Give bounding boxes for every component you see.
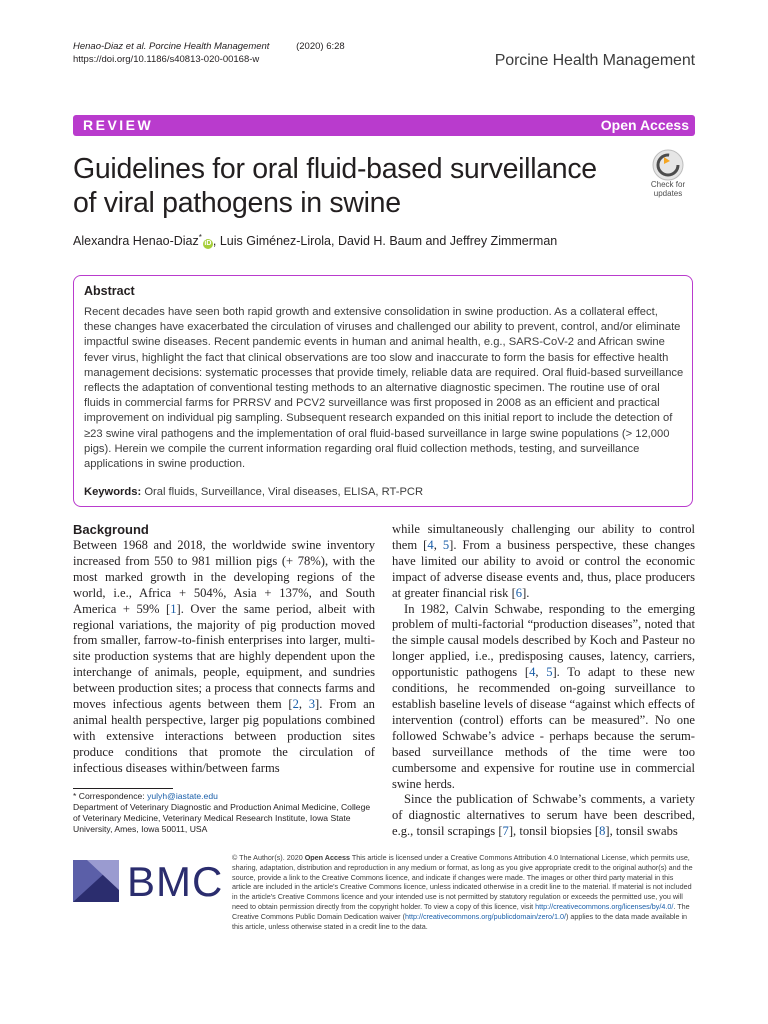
running-header [73, 40, 345, 53]
article-title [73, 152, 633, 220]
check-for-updates-label: Check for updates [650, 180, 686, 198]
title-line-1: Guidelines for oral fluid-based surveillance [73, 153, 597, 185]
keywords [84, 486, 423, 498]
check-for-updates-icon [640, 148, 696, 182]
ref-link[interactable]: 8 [599, 824, 606, 839]
corresponding-mark: * [198, 233, 202, 242]
citation-authors: Henao-Diaz et al. [73, 41, 147, 52]
section-heading-background: Background [73, 522, 149, 537]
author-list [73, 233, 557, 249]
journal-name: Porcine Health Management [494, 52, 695, 69]
ref-link[interactable]: 5 [442, 537, 450, 552]
orcid-icon[interactable]: iD [204, 240, 212, 248]
ref-link[interactable]: 5 [546, 665, 553, 680]
body-paragraph-2: In 1982, Calvin Schwabe, responding to the emerging problem of multi-factorial “production diseases”, noted that the simple causal models described by Koch and Pasteur no longer applied, i.e., predisposing causes, latency, carriers, opportunistic pathogens [4, 5]. To adapt to these new conditions, he recommended on-going surveillance to establish baseline levels of disease “against which effects of intervention (control) efforts can be measured”. No one followed Schwabe’s advice - perhaps because the serum-based surveillance methods of the time were too cumbersome and expensive for routine use in commercial swine herds. [392, 601, 695, 791]
public-domain-url-link[interactable]: http://creativecommons.org/publicdomain/zero/1.0/ [404, 911, 566, 921]
article-type-label: REVIEW [83, 117, 154, 133]
open-access-label[interactable]: Open Access [600, 117, 689, 133]
body-paragraph-3: Since the publication of Schwabe’s comments, a variety of diagnostic alternatives to serum have been described, e.g., tonsil scrapings [7], tonsil biopsies [8], tonsil swabs [392, 792, 695, 839]
author-1[interactable]: Alexandra Henao-Diaz [73, 234, 199, 249]
ref-link[interactable]: 3 [308, 697, 316, 712]
ref-link[interactable]: 7 [502, 824, 509, 839]
license-text: © The Author(s). 2020 Open Access This article is licensed under a Creative Commons Attribution 4.0 International License, which permits use, sharing, adaptation, distribution and reproduction in any medium or format, as long as you give appropriate credit to the original author(s) and the source, provide a link to the Creative Commons licence, and indicate if changes were made. The images or other third party material in this article are included in the article's Creative Commons licence, unless indicated otherwise in a credit line to the material. If material is not included in the article's Creative Commons licence and your intended use is not permitted by statutory regulation or exceeds the permitted use, you will need to obtain permission directly from the copyright holder. To view a copy of this licence, visit http://creativecommons.org/licenses/by/4.0/. The Creative Commons Public Domain Dedication waiver (http://creativecommons.org/publicdomain/zero/1.0/) applies to the data made available in this article, unless otherwise stated in a credit line to the data. [232, 853, 693, 931]
article-type-banner [73, 115, 695, 136]
abstract-box [73, 275, 693, 507]
keywords-list: Oral fluids, Surveillance, Viral diseases, ELISA, RT-PCR [144, 486, 424, 498]
body-paragraph-continued: while simultaneously challenging our ability to control them [4, 5]. From a business perspective, these changes have limited our ability to avoid or control the economic impact of adverse disease events and, thus, place producers at greater financial risk [6]. [392, 522, 695, 600]
footnote-rule [73, 788, 173, 789]
body-right-column [392, 522, 695, 840]
ref-link[interactable]: 6 [515, 585, 523, 600]
body-paragraph-1: Between 1968 and 2018, the worldwide swine inventory increased from 550 to 981 million pigs (+ 78%), with the most marked growth in the developing regions of the world, i.e., Africa + 504%, Asia + 137%, and South America + 59% [1]. Over the same period, albeit with regional variations, the majority of pig production moved from smaller, farrow-to-finish enterprises into larger, multi-site production systems that are highly dependent upon the interchange of animals, people, equipment, and sundries between production sites; a process that connects farms and moves infectious agents between them [2, 3]. From an animal health perspective, larger pig populations combined with extensive interactions between production sites produce conditions that promote the circulation of infectious diseases within/between farms [73, 538, 375, 775]
correspondence-label: * Correspondence: [73, 791, 145, 801]
ref-link[interactable]: 4 [529, 665, 536, 680]
affiliation: Department of Veterinary Diagnostic and Production Animal Medicine, College of Veterinary Medicine, Veterinary Medical Research Institute, Iowa State University, Ames, Iowa 50011, USA [73, 802, 371, 834]
abstract-text: Recent decades have seen both rapid growth and extensive consolidation in swine production. As a collateral effect, these changes have exacerbated the circulation of viruses and challenged our ability to prevent, control, and/or eliminate impactful swine diseases. Recent pandemic events in human and animal health, e.g., SARS-CoV-2 and African swine fever virus, highlight the fact that clinical observations are too slow and inaccurate to form the basis for effective health management decisions: systematic processes that provide timely, reliable data are required. Oral fluid-based surveillance reflects the adaptation of conventional testing methods to an alternative diagnostic specimen. The routine use of oral fluids in commercial farms for PRRSV and PCV2 surveillance was first proposed in 2008 as an efficient and practical improvement on individual pig sampling. Subsequent research expanded on this initial report to include the detection of ≥23 swine viral pathogens and the implementation of oral fluid-based surveillance in large swine populations (> 12,000 pigs). Herein we compile the current information regarding oral fluid collection methods, testing, and surveillance applications in swine production. [84, 306, 684, 471]
correspondence-footnote [73, 791, 373, 835]
bmc-logo-icon [73, 850, 223, 905]
citation-journal: Porcine Health Management [149, 41, 270, 52]
abstract-heading: Abstract [84, 284, 135, 298]
other-authors: , Luis Giménez-Lirola, David H. Baum and Jeffrey Zimmerman [212, 234, 558, 249]
correspondence-email[interactable]: yulyh@iastate.edu [147, 791, 218, 801]
doi-link[interactable]: https://doi.org/10.1186/s40813-020-00168-w [73, 54, 260, 65]
citation-year: (2020) 6:28 [296, 41, 345, 52]
keywords-label: Keywords: [84, 486, 142, 498]
ref-link[interactable]: 2 [292, 697, 299, 712]
ref-link[interactable]: 1 [170, 601, 177, 616]
ref-link[interactable]: 4 [427, 537, 434, 552]
bmc-logo-text: BMC [127, 858, 223, 905]
body-left-column [73, 522, 375, 777]
title-line-2: of viral pathogens in swine [73, 187, 401, 219]
license-url-link[interactable]: http://creativecommons.org/licenses/by/4.0/ [535, 901, 674, 911]
bmc-logo [73, 850, 223, 905]
